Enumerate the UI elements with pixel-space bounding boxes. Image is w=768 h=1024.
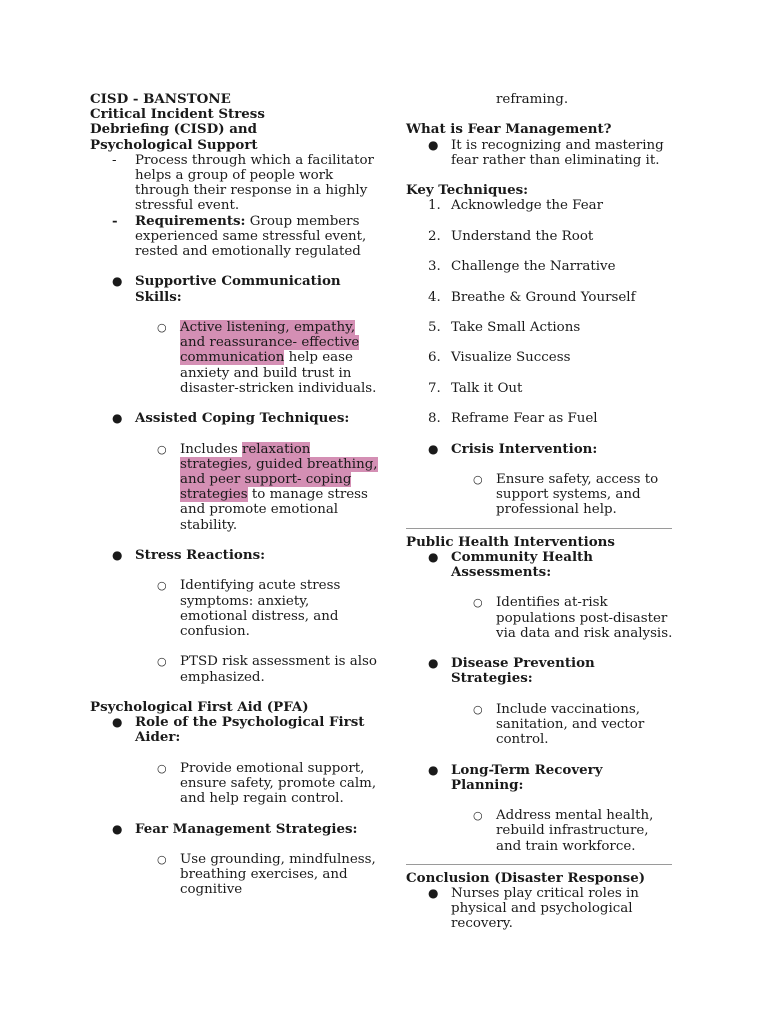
role-label: Role of the Psychological First Aider: bbox=[135, 714, 365, 746]
list-item bbox=[90, 548, 380, 563]
sub-item-text: Provide emotional support, ensure safety, promote calm, and help regain control. bbox=[180, 760, 377, 807]
list-item bbox=[406, 550, 676, 580]
sub-list-item bbox=[406, 702, 676, 748]
number-marker: 7. bbox=[428, 380, 441, 396]
sub-list-item bbox=[90, 442, 380, 533]
sub-list-item bbox=[90, 852, 380, 898]
bullet-marker: ● bbox=[112, 715, 123, 730]
circle-marker: ○ bbox=[473, 702, 483, 716]
sub-list-item bbox=[406, 595, 676, 641]
numbered-item bbox=[406, 350, 676, 365]
numbered-item bbox=[406, 381, 676, 396]
disease-label: Disease Prevention Strategies: bbox=[451, 655, 595, 687]
continuation-text: reframing. bbox=[496, 92, 569, 107]
cisd-heading: Critical Incident Stress Debriefing (CISD) and Psychological Support bbox=[90, 106, 265, 153]
number-marker: 4. bbox=[428, 289, 441, 305]
list-item bbox=[90, 715, 380, 745]
bullet-marker: ● bbox=[428, 137, 439, 152]
list-item bbox=[406, 656, 676, 686]
number-marker: 1. bbox=[428, 198, 441, 214]
conclusion-heading: Conclusion (Disaster Response) bbox=[406, 869, 646, 886]
fear-strategies-label: Fear Management Strategies: bbox=[135, 820, 358, 837]
circle-marker: ○ bbox=[157, 655, 167, 669]
number-marker: 2. bbox=[428, 228, 441, 244]
circle-marker: ○ bbox=[157, 761, 167, 775]
sub-item-text: Includes bbox=[180, 441, 242, 457]
circle-marker: ○ bbox=[157, 321, 167, 335]
sub-list-item bbox=[90, 578, 380, 639]
technique-text: Visualize Success bbox=[451, 350, 571, 366]
circle-marker: ○ bbox=[473, 809, 483, 823]
sub-item-text: PTSD risk assessment is also emphasized. bbox=[180, 654, 377, 685]
numbered-item bbox=[406, 290, 676, 305]
bullet-marker: ● bbox=[428, 762, 439, 777]
sub-item-text: help ease anxiety and build trust in disaster-stricken individuals. bbox=[180, 350, 377, 396]
sub-list-item bbox=[90, 654, 380, 684]
numbered-item bbox=[406, 411, 676, 426]
sub-list-item bbox=[406, 472, 676, 518]
bullet-marker: ● bbox=[112, 821, 123, 836]
divider bbox=[406, 864, 672, 865]
fear-management-heading: What is Fear Management? bbox=[406, 121, 612, 138]
numbered-item bbox=[406, 198, 676, 213]
circle-marker: ○ bbox=[157, 852, 167, 866]
community-label: Community Health Assessments: bbox=[451, 548, 593, 580]
public-health-heading: Public Health Interventions bbox=[406, 533, 615, 550]
key-techniques-heading: Key Techniques: bbox=[406, 182, 529, 199]
sub-list-item bbox=[90, 320, 380, 396]
list-item-text: Process through which a facilitator helps a group of people work through their response in a highly stressful event. bbox=[135, 152, 374, 214]
sub-item-text: Use grounding, mindfulness, breathing exercises, and cognitive bbox=[180, 851, 376, 898]
requirements-text: Group members experienced same stressful event, rested and emotionally regulated bbox=[135, 213, 367, 260]
list-item bbox=[90, 214, 380, 260]
technique-text: Acknowledge the Fear bbox=[451, 198, 604, 214]
numbered-item bbox=[406, 259, 676, 274]
longterm-label: Long-Term Recovery Planning: bbox=[451, 761, 603, 793]
stress-label: Stress Reactions: bbox=[135, 547, 266, 564]
list-item bbox=[90, 153, 380, 214]
bullet-marker: ● bbox=[428, 441, 439, 456]
bullet-marker: ● bbox=[428, 549, 439, 564]
list-item bbox=[90, 822, 380, 837]
numbered-item bbox=[406, 320, 676, 335]
right-column bbox=[406, 92, 676, 932]
highlighted-text: Active listening, empathy, and reassurance- effective communication bbox=[180, 320, 360, 366]
supportive-label: Supportive Communication Skills: bbox=[135, 273, 341, 305]
assisted-label: Assisted Coping Techniques: bbox=[135, 410, 350, 427]
requirements-label: Requirements: bbox=[135, 212, 246, 229]
technique-text: Talk it Out bbox=[451, 380, 523, 396]
list-item-text: It is recognizing and mastering fear rather than eliminating it. bbox=[451, 137, 664, 168]
sub-item-text: Identifies at-risk populations post-disaster via data and risk analysis. bbox=[496, 595, 673, 641]
sub-item-text: Include vaccinations, sanitation, and vector control. bbox=[496, 701, 645, 748]
technique-text: Challenge the Narrative bbox=[451, 259, 616, 275]
number-marker: 3. bbox=[428, 259, 441, 275]
circle-marker: ○ bbox=[157, 442, 167, 456]
technique-text: Breathe & Ground Yourself bbox=[451, 289, 636, 305]
circle-marker: ○ bbox=[473, 472, 483, 486]
circle-marker: ○ bbox=[473, 596, 483, 610]
bullet-marker: ● bbox=[112, 411, 123, 426]
technique-text: Understand the Root bbox=[451, 228, 594, 244]
number-marker: 5. bbox=[428, 319, 441, 335]
highlighted-text: relaxation strategies, guided breathing, and peer support- coping strategies bbox=[180, 441, 378, 503]
number-marker: 6. bbox=[428, 350, 441, 366]
list-item bbox=[406, 442, 676, 457]
crisis-label: Crisis Intervention: bbox=[451, 440, 598, 457]
sub-item-text: Identifying acute stress symptoms: anxiety, emotional distress, and confusion. bbox=[180, 578, 341, 640]
pfa-heading: Psychological First Aid (PFA) bbox=[90, 699, 309, 715]
document-title: CISD - BANSTONE bbox=[90, 91, 231, 107]
left-column bbox=[90, 92, 380, 898]
list-item bbox=[90, 274, 380, 304]
bullet-marker: ● bbox=[112, 548, 123, 563]
bullet-marker: ● bbox=[112, 274, 123, 289]
sub-list-item bbox=[90, 761, 380, 807]
dash-marker: - bbox=[112, 212, 118, 229]
list-item bbox=[406, 886, 676, 932]
number-marker: 8. bbox=[428, 411, 441, 427]
list-item bbox=[90, 411, 380, 426]
sub-item-text: to manage stress and promote emotional stability. bbox=[180, 487, 368, 533]
technique-text: Reframe Fear as Fuel bbox=[451, 411, 598, 427]
list-item-text: Nurses play critical roles in physical and psychological recovery. bbox=[451, 885, 639, 932]
list-item bbox=[406, 763, 676, 793]
technique-text: Take Small Actions bbox=[451, 319, 581, 335]
circle-marker: ○ bbox=[157, 579, 167, 593]
list-item bbox=[406, 138, 676, 168]
sub-item-text: Ensure safety, access to support systems, and professional help. bbox=[496, 471, 659, 518]
numbered-item bbox=[406, 229, 676, 244]
bullet-marker: ● bbox=[428, 885, 439, 900]
sub-list-item bbox=[406, 808, 676, 854]
dash-marker: - bbox=[112, 152, 117, 168]
bullet-marker: ● bbox=[428, 656, 439, 671]
divider bbox=[406, 528, 672, 529]
sub-item-text: Address mental health, rebuild infrastructure, and train workforce. bbox=[496, 808, 654, 854]
